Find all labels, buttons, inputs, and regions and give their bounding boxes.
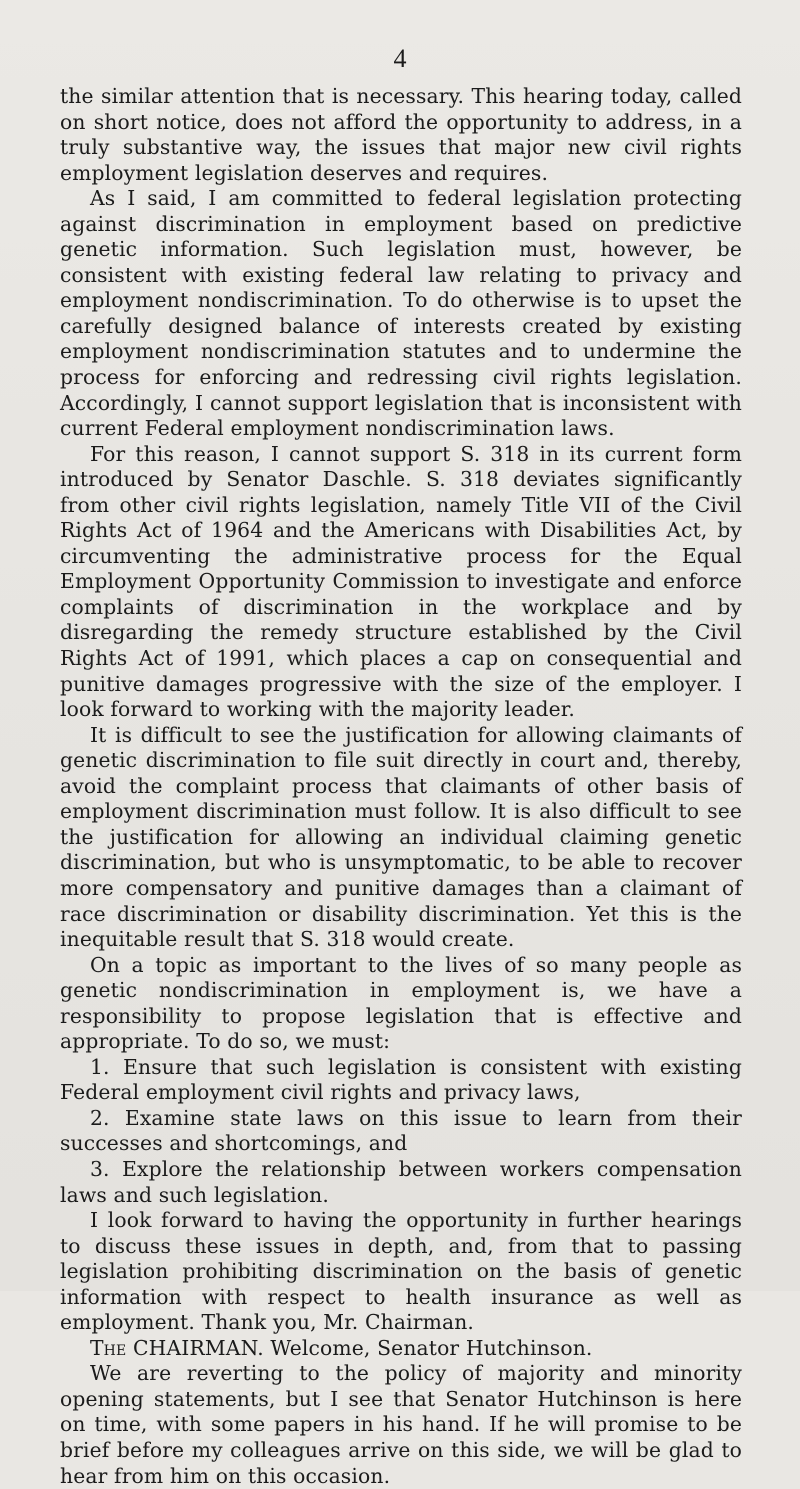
paragraph-s318-opposition: For this reason, I cannot support S. 318 in its current form introduced by Senator Daschle. S. 318 deviates significantly from other civil rights legislation, namely Title VII of the Civil Rights Act of 1964 and the Americans with Disabilities Act, by circumventing the administrative process for the Equal Employment Opportunity Commission to investigate and enforce complaints of discrimination in the workplace and by disregarding the remedy structure established by the Civil Rights Act of 1991, which places a cap on consequential and punitive damages progressive with the size of the employer. I look forward to working with the majority leader. [60,441,742,722]
paragraph-chairman [60,1336,742,1362]
paragraph-closing: I look forward to having the opportunity in further hearings to discuss these issues in depth, and, from that to passing legislation prohibiting discrimination on the basis of genetic information with respect to health insurance as well as employment. Thank you, Mr. Chairman. [60,1208,742,1335]
document-body [60,84,742,1489]
paragraph-continuation: the similar attention that is necessary. This hearing today, called on short notice, does not afford the opportunity to address, in a truly substantive way, the issues that major new civil rights employment legislation deserves and requires. [60,84,742,185]
speaker-label: The CHAIRMAN. [90,1335,264,1360]
paragraph-reverting: We are reverting to the policy of majority and minority opening statements, but I see that Senator Hutchinson is here on time, with some papers in his hand. If he will promise to be brief before my colleagues arrive on this side, we will be glad to hear from him on this occasion. [60,1361,742,1488]
page-number: 4 [393,44,407,73]
list-item-1: 1. Ensure that such legislation is consistent with existing Federal employment civil rights and privacy laws, [60,1054,742,1105]
chairman-remark: Welcome, Senator Hutchinson. [263,1335,593,1360]
paragraph-responsibility: On a topic as important to the lives of so many people as genetic nondiscrimination in employment is, we have a responsibility to propose legislation that is effective and appropriate. To do so, we must: [60,952,742,1054]
list-item-2: 2. Examine state laws on this issue to learn from their successes and shortcomings, and [60,1105,742,1156]
paragraph-commitment: As I said, I am committed to federal legislation protecting against discrimination in employment based on predictive genetic information. Such legislation must, however, be consistent with existing federal law relating to privacy and employment nondiscrimination. To do otherwise is to upset the carefully designed balance of interests created by existing employment nondiscrimination statutes and to undermine the process for enforcing and redressing civil rights legislation. Accordingly, I cannot support legislation that is inconsistent with current Federal employment nondiscrimination laws. [60,186,742,441]
list-item-3: 3. Explore the relationship between workers compensation laws and such legislation. [60,1156,742,1207]
paragraph-justification: It is difficult to see the justification for allowing claimants of genetic discrimination to file suit directly in court and, thereby, avoid the complaint process that claimants of other basis of employment discrimination must follow. It is also difficult to see the justification for allowing an individual claiming genetic discrimination, but who is unsymptomatic, to be able to recover more compensatory and punitive damages than a claimant of race discrimination or disability discrimination. Yet this is the inequitable result that S. 318 would create. [60,722,742,952]
